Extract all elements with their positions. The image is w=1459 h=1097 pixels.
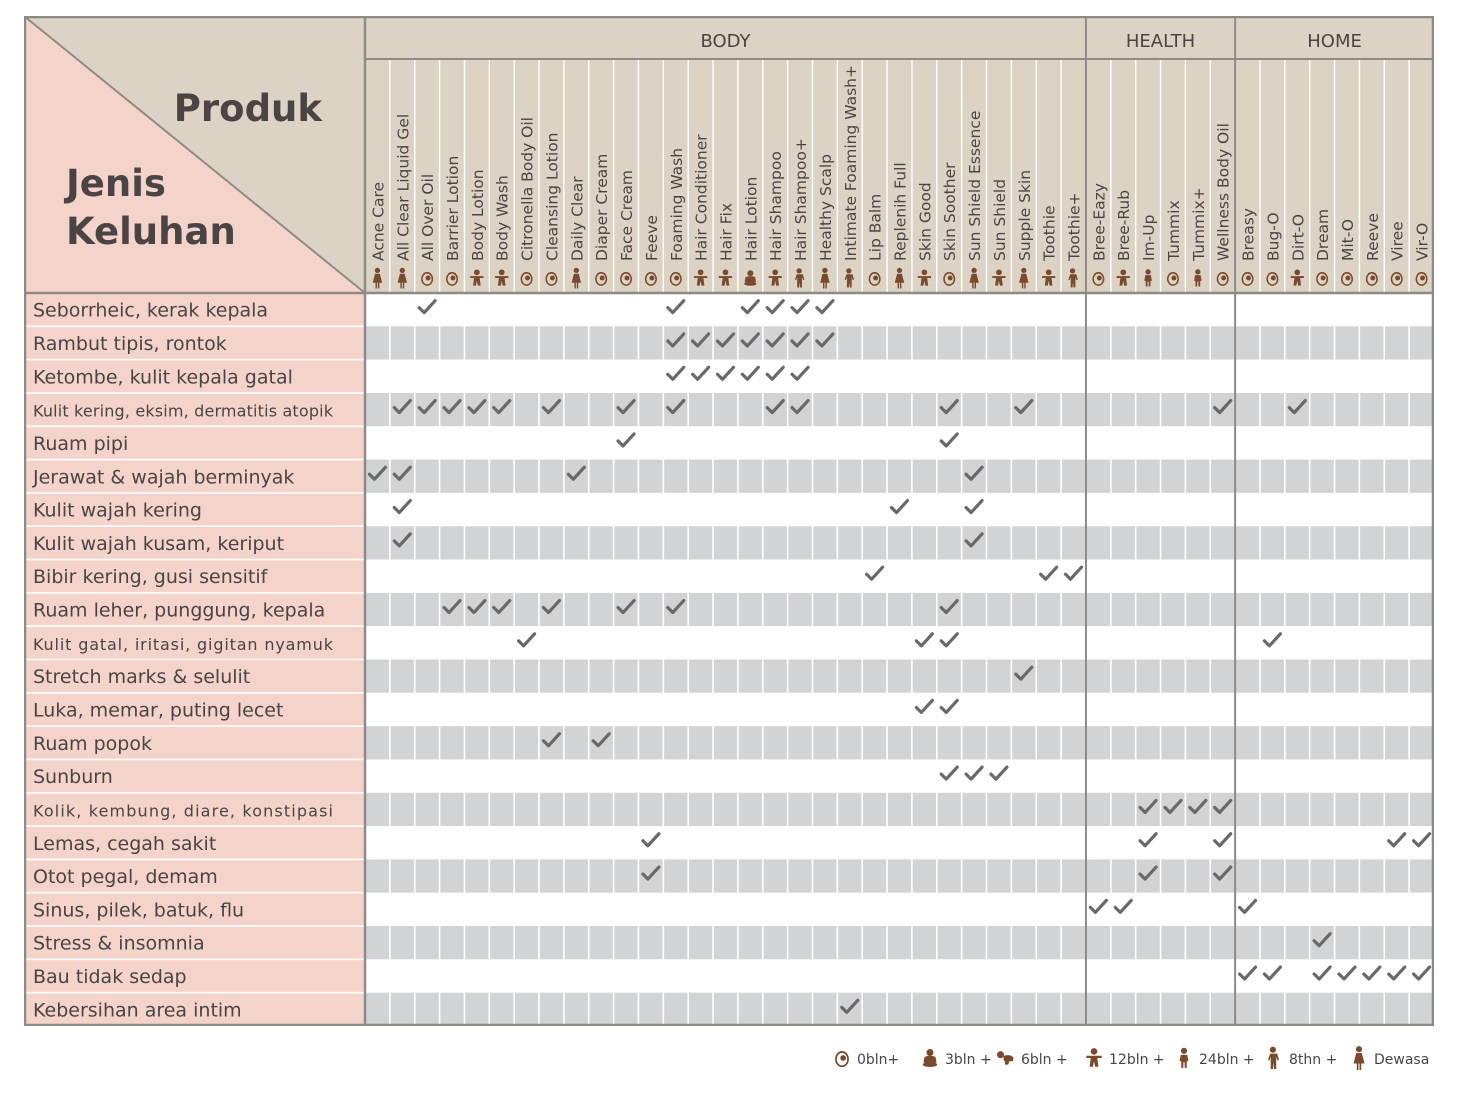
complaint-row-band (365, 926, 1434, 959)
product-name: Hair Lotion (742, 176, 761, 261)
category-label: HOME (1307, 31, 1362, 52)
legend-8thn-icon (1268, 1047, 1279, 1069)
complaint-label: Otot pegal, demam (33, 866, 218, 889)
product-name: Reeve (1363, 213, 1382, 261)
complaint-label: Ruam popok (33, 732, 152, 755)
complaint-label: Kolik, kembung, diare, konstipasi (33, 801, 333, 821)
product-name: All Over Oil (419, 173, 438, 261)
complaint-label: Luka, memar, puting lecet (33, 699, 284, 722)
product-name: Lip Balm (866, 193, 885, 261)
legend-label: 3bln + (945, 1052, 992, 1068)
complaint-label: Kulit wajah kering (33, 499, 202, 522)
product-name: Face Cream (618, 170, 637, 261)
complaint-row-band (365, 560, 1434, 593)
complaint-row-band (365, 859, 1434, 892)
product-name: Mit-O (1338, 219, 1357, 261)
product-name: Hair Shampoo (767, 151, 786, 261)
legend-24bln-icon (1180, 1048, 1189, 1068)
product-name: All Clear Liquid Gel (394, 113, 413, 261)
complaint-row-band (365, 460, 1434, 493)
product-name: Hair Fix (717, 202, 736, 261)
complaint-row-band (365, 726, 1434, 759)
complaint-label: Kulit gatal, iritasi, gigitan nyamuk (33, 634, 333, 654)
legend-0bln-icon (836, 1052, 848, 1066)
complaint-row-band (365, 660, 1434, 693)
legend-label: Dewasa (1374, 1052, 1430, 1068)
legend-label: 0bln+ (857, 1052, 900, 1068)
complaint-label: Jerawat & wajah berminyak (33, 466, 295, 489)
complaint-label: Stretch marks & selulit (33, 666, 251, 689)
product-name: Skin Good (916, 182, 935, 261)
product-name: Wellness Body Oil (1214, 123, 1233, 261)
corner-keluhan-label: Keluhan (66, 210, 236, 253)
complaint-label: Kulit wajah kusam, keriput (33, 532, 285, 555)
complaint-label: Sinus, pilek, batuk, flu (33, 899, 245, 922)
legend-6bln-icon (997, 1051, 1014, 1064)
product-name: Bree-Eazy (1090, 183, 1109, 261)
product-name: Feeve (642, 215, 661, 261)
product-name: Dirt-O (1289, 214, 1308, 261)
product-name: Diaper Cream (593, 153, 612, 261)
product-name: Replenih Full (891, 162, 910, 261)
product-name: Body Lotion (468, 169, 487, 261)
complaint-row-band (365, 893, 1434, 926)
complaint-label: Stress & insomnia (33, 932, 205, 955)
product-matrix-table (24, 16, 1434, 1026)
category-label: BODY (700, 31, 751, 52)
product-name: Skin Soother (941, 162, 960, 261)
product-name: Supple Skin (1015, 169, 1034, 261)
legend-label: 6bln + (1021, 1052, 1068, 1068)
product-name: Acne Care (369, 181, 388, 261)
product-name: Hair Conditioner (692, 134, 711, 261)
product-name: Sun Shield (990, 178, 1009, 261)
product-name: Im-Up (1140, 214, 1159, 261)
complaint-label: Kulit kering, eksim, dermatitis atopik (33, 401, 333, 421)
product-name: Sun Shield Essence (966, 110, 985, 261)
product-name: Toothie+ (1065, 192, 1084, 261)
category-label: HEALTH (1125, 31, 1196, 52)
product-name: Citronella Body Oil (518, 117, 537, 261)
product-name: Intimate Foaming Wash+ (841, 65, 860, 261)
product-name: Cleansing Lotion (543, 132, 562, 261)
complaint-row-band (365, 593, 1434, 626)
complaint-label: Sunburn (33, 766, 113, 789)
complaint-row-band (365, 360, 1434, 393)
corner-produk-label: Produk (173, 87, 322, 130)
legend-dewasa-icon (1354, 1046, 1365, 1070)
complaint-label: Lemas, cegah sakit (33, 832, 217, 855)
legend-label: 12bln + (1109, 1052, 1165, 1068)
complaint-rows (24, 293, 1434, 1026)
product-name: Tummix+ (1189, 187, 1208, 261)
complaint-row-band (365, 793, 1434, 826)
complaint-label: Ketombe, kulit kepala gatal (33, 366, 293, 389)
legend-3bln-icon (923, 1049, 937, 1067)
product-name: Bree-Rub (1115, 189, 1134, 261)
complaint-row-band (365, 526, 1434, 559)
complaint-label: Seborrheic, kerak kepala (33, 299, 269, 322)
legend-label: 8thn + (1289, 1052, 1338, 1068)
complaint-row-band (365, 426, 1434, 459)
complaint-row-band (365, 826, 1434, 859)
complaint-row-band (365, 393, 1434, 426)
product-name: Dream (1314, 208, 1333, 261)
product-name: Barrier Lotion (444, 155, 463, 261)
product-name: Hair Shampoo+ (792, 138, 811, 261)
complaint-label: Rambut tipis, rontok (33, 332, 227, 355)
complaint-row-band (365, 759, 1434, 792)
complaint-row-band (365, 993, 1434, 1026)
complaint-label: Ruam leher, punggung, kepala (33, 599, 326, 622)
complaint-label: Kebersihan area intim (33, 999, 242, 1022)
legend-label: 24bln + (1199, 1052, 1255, 1068)
age-legend (830, 1040, 1440, 1076)
product-name: Vir-O (1413, 222, 1432, 261)
legend-12bln-icon (1086, 1048, 1101, 1067)
product-name: Foaming Wash (667, 147, 686, 261)
complaint-row-band (365, 293, 1434, 326)
corner-jenis-label: Jenis (66, 162, 166, 205)
complaint-row-band (365, 693, 1434, 726)
complaint-row-band (365, 326, 1434, 359)
complaint-label: Ruam pipi (33, 432, 129, 455)
product-name: Body Wash (493, 175, 512, 261)
complaint-label: Bau tidak sedap (33, 966, 187, 989)
product-name: Tummix (1164, 200, 1183, 261)
product-name: Daily Clear (568, 176, 587, 261)
product-name: Viree (1388, 221, 1407, 261)
product-name: Toothie (1040, 205, 1059, 261)
product-name: Healthy Scalp (816, 153, 835, 261)
product-name: Bug-O (1264, 212, 1283, 261)
product-name: Breasy (1239, 208, 1258, 261)
complaint-label: Bibir kering, gusi sensitif (33, 566, 268, 589)
